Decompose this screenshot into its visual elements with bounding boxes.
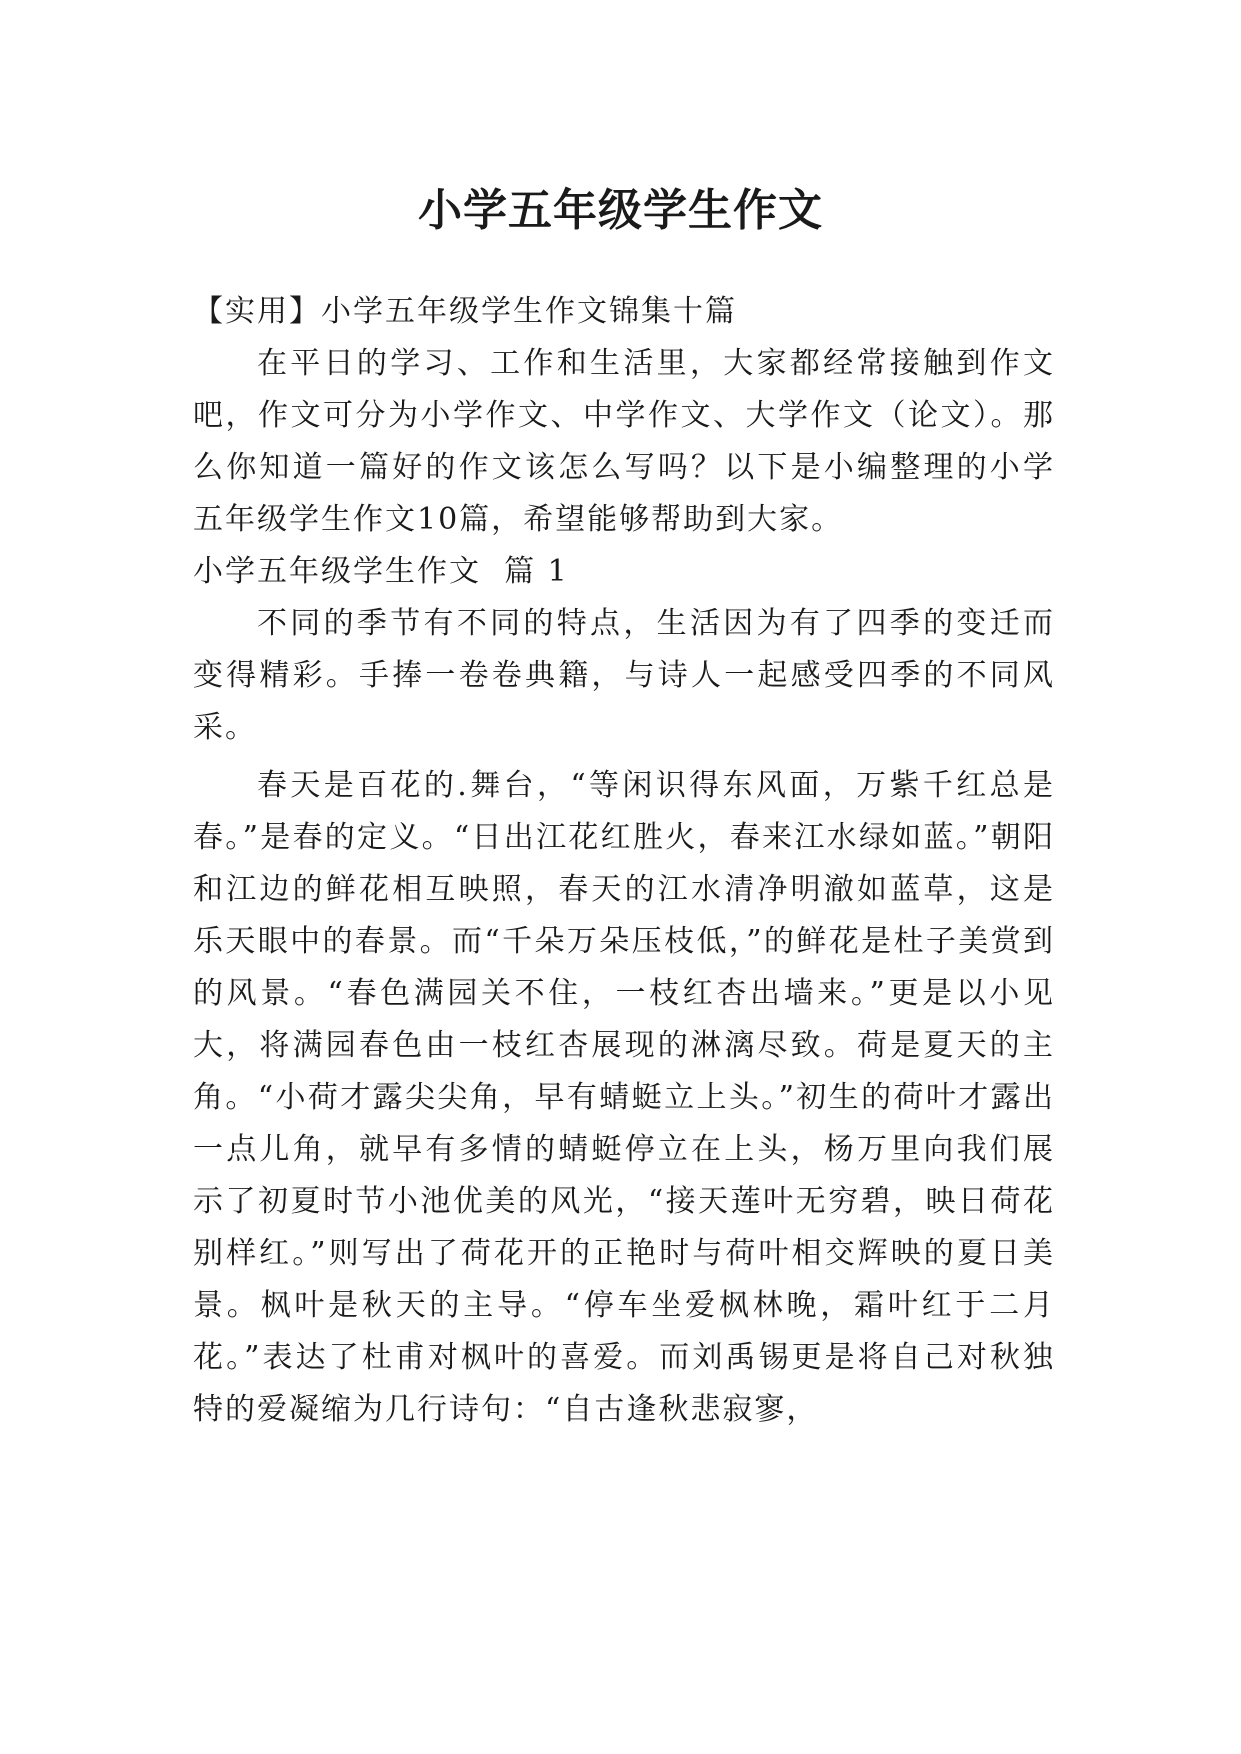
document-body bbox=[193, 286, 1055, 1436]
body-paragraph-2: 春天是百花的.舞台，“等闲识得东风面，万紫千红总是春。”是春的定义。“日出江花红胜火，春来江水绿如蓝。”朝阳和江边的鲜花相互映照，春天的江水清净明澈如蓝草，这是乐天眼中的春景。而“千朵万朵压枝低，”的鲜花是杜子美赏到的风景。“春色满园关不住，一枝红杏出墙来。”更是以小见大，将满园春色由一枝红杏展现的淋漓尽致。荷是夏天的主角。“小荷才露尖尖角，早有蜻蜓立上头。”初生的荷叶才露出一点儿角，就早有多情的蜻蜓停立在上头，杨万里向我们展示了初夏时节小池优美的风光，“接天莲叶无穷碧，映日荷花别样红。”则写出了荷花开的正艳时与荷叶相交辉映的夏日美景。枫叶是秋天的主导。“停车坐爱枫林晚，霜叶红于二月花。”表达了杜甫对枫叶的喜爱。而刘禹锡更是将自己对秋独特的爱凝缩为几行诗句：“自古逢秋悲寂寥， bbox=[193, 768, 1055, 1427]
document-subtitle: 【实用】小学五年级学生作文锦集十篇 bbox=[193, 294, 737, 329]
intro-paragraph: 在平日的学习、工作和生活里，大家都经常接触到作文吧，作文可分为小学作文、中学作文、大学作文（论文）。那么你知道一篇好的作文该怎么写吗？以下是小编整理的小学五年级学生作文10篇，希望能够帮助到大家。 bbox=[193, 346, 1055, 537]
body-paragraph-1: 不同的季节有不同的特点，生活因为有了四季的变迁而变得精彩。手捧一卷卷典籍，与诗人一起感受四季的不同风采。 bbox=[193, 606, 1055, 745]
section-heading: 小学五年级学生作文 篇 1 bbox=[193, 554, 569, 589]
document-title: 小学五年级学生作文 bbox=[418, 185, 823, 237]
